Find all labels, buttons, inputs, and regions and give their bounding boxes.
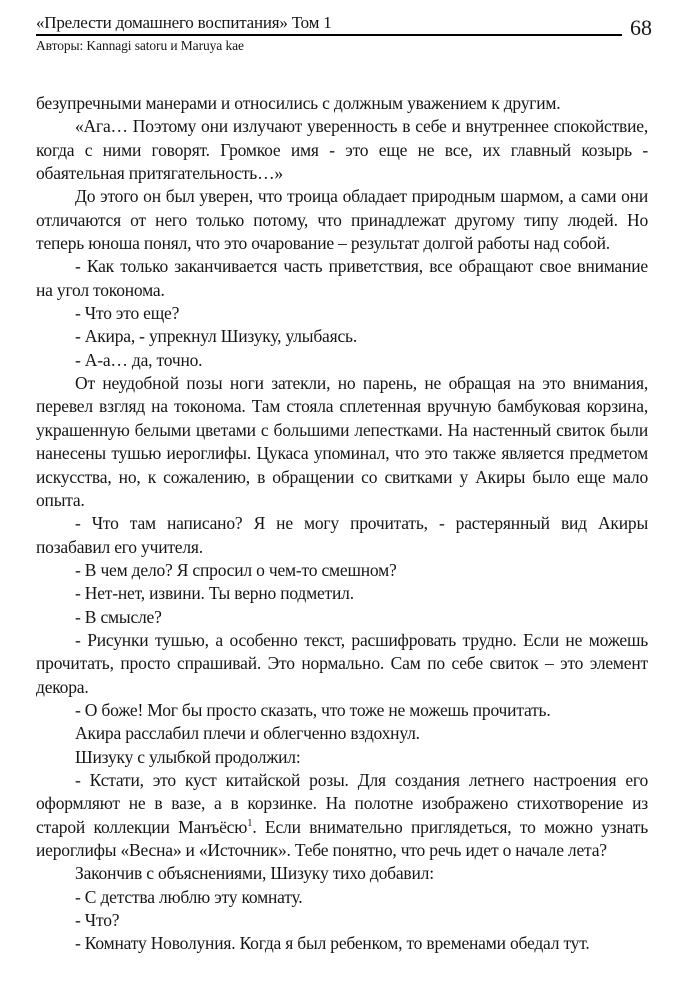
header-rule	[36, 13, 622, 36]
book-title: «Прелести домашнего воспитания» Том 1	[36, 13, 332, 32]
paragraph: Акира расслабил плечи и облегченно вздохнул.	[75, 723, 420, 744]
paragraph: - Что?	[75, 910, 120, 931]
header-row	[36, 13, 652, 40]
paragraph: - В чем дело? Я спросил о чем-то смешном?	[75, 559, 397, 580]
paragraph: Шизуку с улыбкой продолжил:	[75, 746, 301, 767]
page-body	[36, 92, 648, 956]
paragraph: - Что там написано? Я не могу прочитать, - растерянный вид Акиры позабавил его учителя.	[36, 513, 648, 557]
paragraph: - Комнату Новолуния. Когда я был ребенком, то временами обедал тут.	[75, 933, 590, 954]
paragraph: «Ага… Поэтому они излучают уверенность в себе и внутреннее спокойствие, когда с ними говорят. Громкое имя - это еще не все, их главный козырь - обаятельная притягательность…»	[36, 116, 648, 184]
paragraph: - С детства люблю эту комнату.	[75, 886, 303, 907]
footnote-ref: 1	[247, 816, 253, 829]
paragraph: - Кстати, это куст китайской розы. Для создания летнего настроения его оформляют не в вазе, а в корзинке. На полотне изображено стихотворение из старой коллекции Манъёсю$^1$. Если внимательно приглядеться, то можно узнать иероглифы «Весна» и «Источник». Тебе понятно, что речь идет о начале лета?	[36, 769, 648, 860]
authors-line: Авторы: Kannagi satoru и Maruya kae	[36, 38, 244, 53]
paragraph: Закончив с объяснениями, Шизуку тихо добавил:	[75, 863, 434, 884]
paragraph: - Как только заканчивается часть приветствия, все обращают свое внимание на угол токонома.	[36, 256, 648, 300]
paragraph: - А-а… да, точно.	[75, 349, 203, 370]
page-number: 68	[630, 15, 652, 40]
paragraph: От неудобной позы ноги затекли, но парень, не обращая на это внимания, перевел взгляд на токонома. Там стояла сплетенная вручную бамбуковая корзина, украшенную белыми цветами с большими лепестками. На настенный свиток были нанесены тушью иероглифы. Цукаса упоминал, что это также является предметом искусства, но, к сожалению, в обращении со свитками у Акиры было еще мало опыта.	[36, 373, 648, 510]
paragraph: безупречными манерами и относились с должным уважением к другим.	[36, 93, 561, 113]
paragraph: - Акира, - упрекнул Шизуку, улыбаясь.	[75, 326, 357, 347]
page-header	[36, 13, 652, 54]
paragraph: - О боже! Мог бы просто сказать, что тоже не можешь прочитать.	[75, 699, 551, 720]
paragraph: - Нет-нет, извини. Ты верно подметил.	[75, 583, 354, 604]
paragraph: - Что это еще?	[75, 303, 180, 324]
paragraph: - В смысле?	[75, 606, 162, 627]
paragraph: - Рисунки тушью, а особенно текст, расшифровать трудно. Если не можешь прочитать, просто спрашивай. Это нормально. Сам по себе свиток – это элемент декора.	[36, 629, 648, 697]
paragraph: До этого он был уверен, что троица обладает природным шармом, а сами они отличаются от него только потому, что принадлежат другому типу людей. Но теперь юноша понял, что это очарование – результат долгой работы над собой.	[36, 186, 648, 254]
